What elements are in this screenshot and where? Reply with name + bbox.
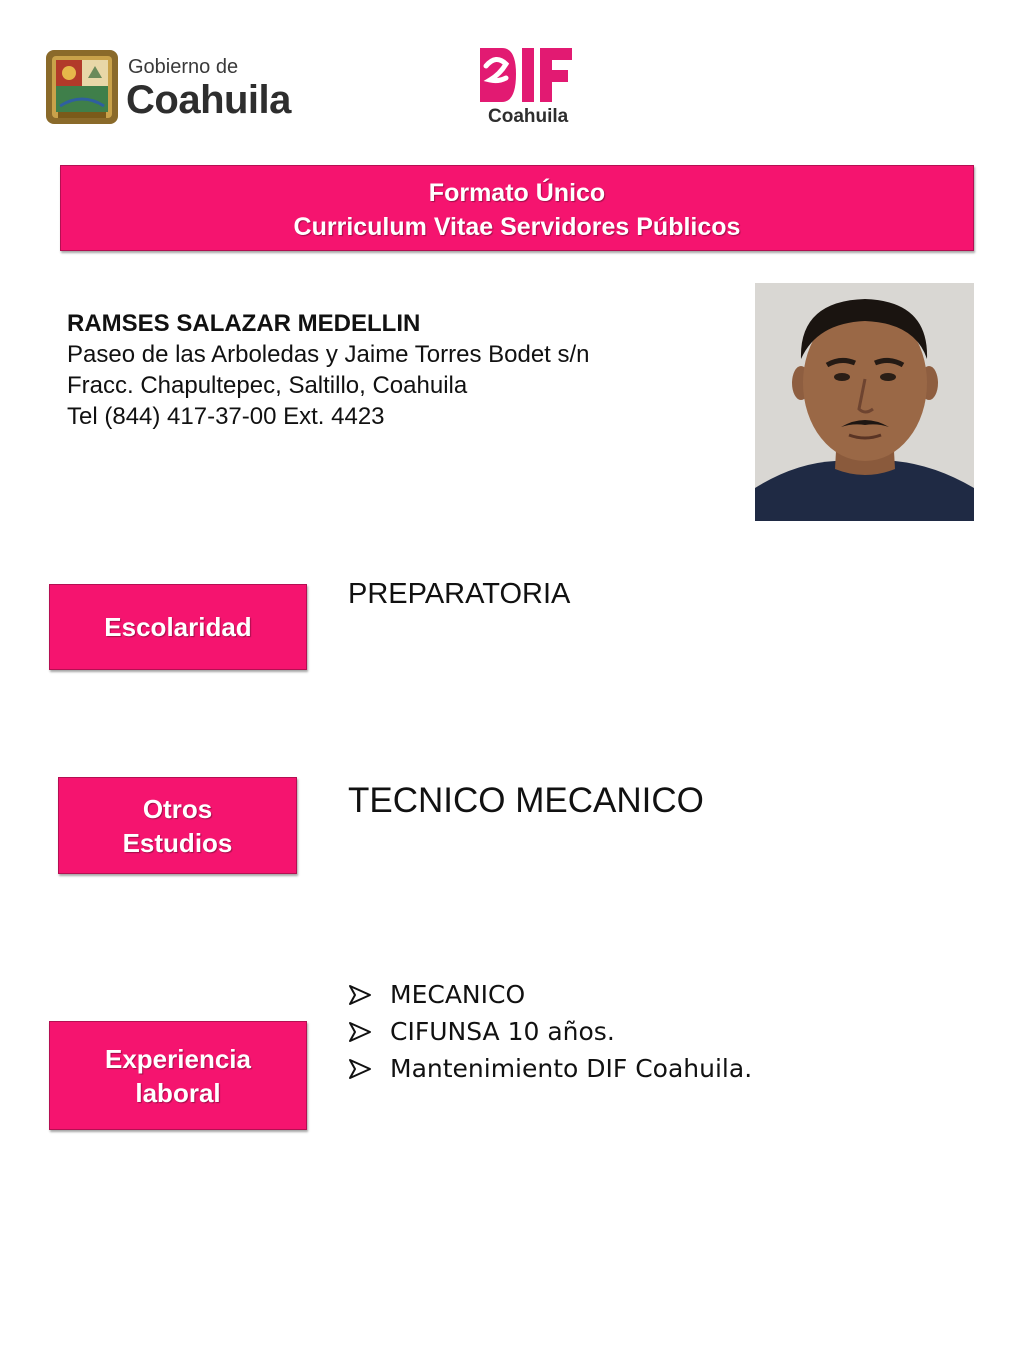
list-item (348, 976, 752, 1013)
person-info (67, 308, 590, 432)
list-item (348, 1013, 752, 1050)
arrow-bullet-icon (348, 1058, 390, 1080)
experiencia-label (49, 1021, 307, 1130)
list-item (348, 1050, 752, 1087)
header-title-line1: Formato Único (428, 179, 606, 207)
person-address-line1: Paseo de las Arboledas y Jaime Torres Bodet s/n (67, 341, 590, 368)
person-phone: Tel (844) 417-37-00 Ext. 4423 (67, 403, 385, 430)
dif-mark-icon (476, 44, 576, 106)
coahuila-logo-line1: Gobierno de (128, 56, 239, 78)
portrait-image (755, 283, 974, 521)
otros-estudios-value: TECNICO MECANICO (348, 781, 704, 820)
escolaridad-label (49, 584, 307, 670)
header-banner (60, 165, 974, 251)
otros-estudios-label-line1: Otros (142, 793, 213, 824)
otros-estudios-label-line2: Estudios (122, 827, 233, 858)
arrow-bullet-icon (348, 1021, 390, 1043)
coahuila-shield-icon (44, 48, 120, 126)
otros-estudios-label (58, 777, 297, 874)
header-title-line2: Curriculum Vitae Servidores Públicos (293, 213, 741, 241)
escolaridad-value: PREPARATORIA (348, 578, 571, 610)
experiencia-item-text: Mantenimiento DIF Coahuila. (390, 1054, 753, 1083)
dif-logo-subtitle: Coahuila (488, 106, 569, 127)
experiencia-item-text: MECANICO (390, 980, 526, 1009)
experiencia-label-line2: laboral (135, 1077, 221, 1108)
dif-coahuila-logo (476, 44, 586, 130)
arrow-bullet-icon (348, 984, 390, 1006)
experiencia-item-text: CIFUNSA 10 años. (390, 1017, 615, 1046)
coahuila-logo-line2: Coahuila (126, 78, 291, 122)
experiencia-list (348, 976, 752, 1087)
experiencia-label-line1: Experiencia (105, 1043, 251, 1074)
portrait-photo (755, 283, 974, 521)
escolaridad-label-text: Escolaridad (104, 612, 252, 642)
person-address-line2: Fracc. Chapultepec, Saltillo, Coahuila (67, 372, 468, 399)
person-name: RAMSES SALAZAR MEDELLIN (67, 310, 421, 337)
gobierno-coahuila-logo (44, 44, 304, 126)
